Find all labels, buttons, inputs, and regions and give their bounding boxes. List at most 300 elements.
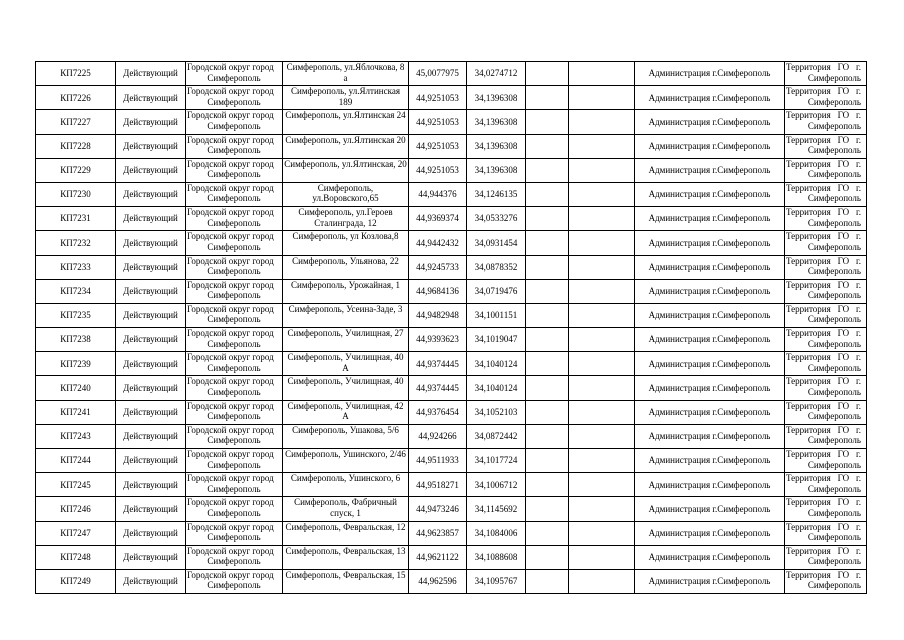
administration-cell: Администрация г.Симферополь <box>635 134 785 158</box>
area-cell <box>186 352 283 376</box>
area-cell <box>186 158 283 182</box>
territory-line-1: Территория ГО г. <box>786 62 861 72</box>
territory-line-2: Симферополь <box>807 507 861 518</box>
status-cell: Действующий <box>116 110 186 134</box>
territory-cell <box>785 255 867 279</box>
territory-line-1: Территория ГО г. <box>786 569 861 580</box>
object-id-cell: КП7241 <box>36 400 116 424</box>
territory-line-1: Территория ГО г. <box>786 449 861 459</box>
latitude-cell: 44,9374445 <box>409 352 467 376</box>
territory-line-1: Территория ГО г. <box>786 134 861 145</box>
table-row <box>36 352 867 376</box>
empty-cell <box>526 352 569 376</box>
area-line-1: Городской округ город <box>187 110 274 121</box>
area-line-1: Городской округ город <box>187 473 274 484</box>
area-line-1: Городской округ город <box>187 86 274 97</box>
status-cell: Действующий <box>116 376 186 400</box>
empty-cell <box>526 473 569 497</box>
latitude-cell: 44,9251053 <box>409 110 467 134</box>
area-cell <box>186 231 283 255</box>
area-line-2: Симферополь <box>207 580 261 591</box>
empty-cell <box>526 134 569 158</box>
address-cell: Симферополь, ул.Героев Сталинграда, 12 <box>283 207 409 231</box>
empty-cell <box>569 62 635 86</box>
territory-cell <box>785 182 867 206</box>
administration-cell: Администрация г.Симферополь <box>635 279 785 303</box>
territory-line-2: Симферополь <box>807 362 861 373</box>
area-line-2: Симферополь <box>207 314 261 325</box>
empty-cell <box>569 569 635 593</box>
longitude-cell: 34,1088608 <box>467 545 526 569</box>
empty-cell <box>569 352 635 376</box>
longitude-cell: 34,1396308 <box>467 158 526 182</box>
table-row <box>36 497 867 521</box>
longitude-cell: 34,1396308 <box>467 110 526 134</box>
area-cell <box>186 134 283 158</box>
address-cell: Симферополь, Училищная, 40 А <box>283 352 409 376</box>
table-row <box>36 62 867 86</box>
territory-cell <box>785 86 867 110</box>
administration-cell: Администрация г.Симферополь <box>635 207 785 231</box>
address-cell: Симферополь, Февральская, 12 <box>283 521 409 545</box>
territory-line-1: Территория ГО г. <box>786 473 861 484</box>
address-cell: Симферополь, Ушинского, 6 <box>283 473 409 497</box>
empty-cell <box>569 303 635 327</box>
status-cell: Действующий <box>116 62 186 86</box>
status-cell: Действующий <box>116 158 186 182</box>
territory-cell <box>785 62 867 86</box>
territory-line-2: Симферополь <box>807 532 861 543</box>
table-row <box>36 376 867 400</box>
latitude-cell: 44,9393623 <box>409 328 467 352</box>
territory-cell <box>785 545 867 569</box>
territory-line-1: Территория ГО г. <box>786 231 861 242</box>
status-cell: Действующий <box>116 182 186 206</box>
latitude-cell: 44,9511933 <box>409 449 467 473</box>
territory-cell <box>785 497 867 521</box>
territory-line-2: Симферополь <box>807 72 861 83</box>
latitude-cell: 44,9623857 <box>409 521 467 545</box>
status-cell: Действующий <box>116 207 186 231</box>
table-row <box>36 158 867 182</box>
area-cell <box>186 449 283 473</box>
area-cell <box>186 424 283 448</box>
empty-cell <box>569 376 635 400</box>
object-id-cell: КП7227 <box>36 110 116 134</box>
empty-cell <box>526 110 569 134</box>
administration-cell: Администрация г.Симферополь <box>635 182 785 206</box>
territory-line-2: Симферополь <box>807 411 861 422</box>
registry-table <box>35 61 867 594</box>
object-id-cell: КП7239 <box>36 352 116 376</box>
longitude-cell: 34,1001151 <box>467 303 526 327</box>
administration-cell: Администрация г.Симферополь <box>635 569 785 593</box>
area-line-2: Симферополь <box>207 411 261 422</box>
territory-line-1: Территория ГО г. <box>786 110 861 121</box>
table-row <box>36 279 867 303</box>
area-line-1: Городской округ город <box>187 521 274 532</box>
administration-cell: Администрация г.Симферополь <box>635 545 785 569</box>
longitude-cell: 34,0878352 <box>467 255 526 279</box>
territory-cell <box>785 328 867 352</box>
territory-line-2: Симферополь <box>807 290 861 301</box>
territory-line-2: Симферополь <box>807 580 861 591</box>
area-cell <box>186 110 283 134</box>
territory-cell <box>785 231 867 255</box>
territory-line-2: Симферополь <box>807 459 861 470</box>
territory-line-2: Симферополь <box>807 120 861 131</box>
territory-cell <box>785 134 867 158</box>
longitude-cell: 34,1052103 <box>467 400 526 424</box>
territory-cell <box>785 207 867 231</box>
territory-line-2: Симферополь <box>807 483 861 494</box>
latitude-cell: 44,9376454 <box>409 400 467 424</box>
longitude-cell: 34,0274712 <box>467 62 526 86</box>
empty-cell <box>526 521 569 545</box>
table-row <box>36 569 867 593</box>
latitude-cell: 44,9473246 <box>409 497 467 521</box>
territory-line-1: Территория ГО г. <box>786 328 861 339</box>
status-cell: Действующий <box>116 303 186 327</box>
address-cell: Симферополь, Ульянова, 22 <box>283 255 409 279</box>
table-row <box>36 473 867 497</box>
territory-line-1: Территория ГО г. <box>786 521 861 532</box>
empty-cell <box>526 303 569 327</box>
territory-line-1: Территория ГО г. <box>786 182 861 193</box>
territory-cell <box>785 279 867 303</box>
empty-cell <box>526 231 569 255</box>
area-line-2: Симферополь <box>207 241 261 252</box>
territory-line-2: Симферополь <box>807 556 861 567</box>
table-body <box>36 62 867 594</box>
area-line-2: Симферополь <box>207 459 261 470</box>
empty-cell <box>526 376 569 400</box>
territory-cell <box>785 303 867 327</box>
area-line-2: Симферополь <box>207 556 261 567</box>
territory-line-2: Симферополь <box>807 217 861 228</box>
empty-cell <box>569 545 635 569</box>
latitude-cell: 44,9251053 <box>409 86 467 110</box>
territory-line-1: Территория ГО г. <box>786 497 861 508</box>
status-cell: Действующий <box>116 473 186 497</box>
territory-cell <box>785 473 867 497</box>
object-id-cell: КП7228 <box>36 134 116 158</box>
area-line-1: Городской округ город <box>187 352 274 363</box>
address-cell: Симферополь, ул.Ялтинская 189 <box>283 86 409 110</box>
longitude-cell: 34,1019047 <box>467 328 526 352</box>
territory-line-2: Симферополь <box>807 386 861 397</box>
object-id-cell: КП7230 <box>36 182 116 206</box>
latitude-cell: 44,9374445 <box>409 376 467 400</box>
area-line-1: Городской округ город <box>187 62 274 72</box>
status-cell: Действующий <box>116 255 186 279</box>
territory-line-2: Симферополь <box>807 314 861 325</box>
area-cell <box>186 545 283 569</box>
area-line-2: Симферополь <box>207 362 261 373</box>
empty-cell <box>569 255 635 279</box>
area-line-1: Городской округ город <box>187 231 274 242</box>
latitude-cell: 44,9369374 <box>409 207 467 231</box>
territory-line-2: Симферополь <box>807 241 861 252</box>
territory-line-1: Территория ГО г. <box>786 303 861 314</box>
status-cell: Действующий <box>116 497 186 521</box>
longitude-cell: 34,1145692 <box>467 497 526 521</box>
longitude-cell: 34,0872442 <box>467 424 526 448</box>
status-cell: Действующий <box>116 279 186 303</box>
object-id-cell: КП7234 <box>36 279 116 303</box>
administration-cell: Администрация г.Симферополь <box>635 255 785 279</box>
object-id-cell: КП7225 <box>36 62 116 86</box>
empty-cell <box>526 86 569 110</box>
status-cell: Действующий <box>116 400 186 424</box>
area-cell <box>186 473 283 497</box>
empty-cell <box>526 279 569 303</box>
status-cell: Действующий <box>116 521 186 545</box>
administration-cell: Администрация г.Симферополь <box>635 62 785 86</box>
empty-cell <box>526 62 569 86</box>
object-id-cell: КП7248 <box>36 545 116 569</box>
area-line-1: Городской округ город <box>187 400 274 411</box>
latitude-cell: 44,9251053 <box>409 134 467 158</box>
empty-cell <box>569 400 635 424</box>
address-cell: Симферополь, Февральская, 15 <box>283 569 409 593</box>
territory-line-2: Симферополь <box>807 96 861 107</box>
territory-line-1: Территория ГО г. <box>786 279 861 290</box>
administration-cell: Администрация г.Симферополь <box>635 521 785 545</box>
address-cell: Симферополь, ул Козлова,8 <box>283 231 409 255</box>
longitude-cell: 34,1095767 <box>467 569 526 593</box>
table-row <box>36 424 867 448</box>
area-line-1: Городской округ город <box>187 158 274 169</box>
address-cell: Симферополь, Февральская, 13 <box>283 545 409 569</box>
address-cell: Симферополь, Ушинского, 2/46 <box>283 449 409 473</box>
object-id-cell: КП7244 <box>36 449 116 473</box>
area-cell <box>186 62 283 86</box>
area-line-2: Симферополь <box>207 96 261 107</box>
latitude-cell: 44,962596 <box>409 569 467 593</box>
administration-cell: Администрация г.Симферополь <box>635 352 785 376</box>
object-id-cell: КП7232 <box>36 231 116 255</box>
empty-cell <box>526 255 569 279</box>
longitude-cell: 34,0931454 <box>467 231 526 255</box>
area-line-1: Городской округ город <box>187 182 274 193</box>
address-cell: Симферополь, ул.Ялтинская 20 <box>283 134 409 158</box>
address-cell: Симферополь, Училищная, 27 <box>283 328 409 352</box>
area-line-1: Городской округ город <box>187 569 274 580</box>
empty-cell <box>569 521 635 545</box>
territory-line-1: Территория ГО г. <box>786 424 861 435</box>
empty-cell <box>526 545 569 569</box>
empty-cell <box>569 473 635 497</box>
table-row <box>36 449 867 473</box>
area-cell <box>186 279 283 303</box>
area-cell <box>186 86 283 110</box>
empty-cell <box>569 86 635 110</box>
empty-cell <box>526 497 569 521</box>
empty-cell <box>569 497 635 521</box>
area-line-2: Симферополь <box>207 532 261 543</box>
empty-cell <box>526 400 569 424</box>
administration-cell: Администрация г.Симферополь <box>635 376 785 400</box>
territory-line-2: Симферополь <box>807 145 861 156</box>
latitude-cell: 44,944376 <box>409 182 467 206</box>
area-cell <box>186 255 283 279</box>
status-cell: Действующий <box>116 328 186 352</box>
table-row <box>36 521 867 545</box>
area-cell <box>186 521 283 545</box>
latitude-cell: 44,9684136 <box>409 279 467 303</box>
status-cell: Действующий <box>116 134 186 158</box>
latitude-cell: 44,9245733 <box>409 255 467 279</box>
area-cell <box>186 497 283 521</box>
area-line-1: Городской округ город <box>187 279 274 290</box>
area-cell <box>186 328 283 352</box>
area-line-1: Городской округ город <box>187 424 274 435</box>
table-row <box>36 110 867 134</box>
empty-cell <box>526 328 569 352</box>
area-cell <box>186 303 283 327</box>
administration-cell: Администрация г.Симферополь <box>635 303 785 327</box>
latitude-cell: 44,9482948 <box>409 303 467 327</box>
area-line-1: Городской округ город <box>187 449 274 459</box>
area-cell <box>186 376 283 400</box>
object-id-cell: КП7247 <box>36 521 116 545</box>
territory-line-1: Территория ГО г. <box>786 207 861 218</box>
object-id-cell: КП7243 <box>36 424 116 448</box>
address-cell: Симферополь, Фабричный спуск, 1 <box>283 497 409 521</box>
empty-cell <box>526 182 569 206</box>
area-line-2: Симферополь <box>207 193 261 204</box>
empty-cell <box>526 569 569 593</box>
territory-line-1: Территория ГО г. <box>786 255 861 266</box>
status-cell: Действующий <box>116 449 186 473</box>
latitude-cell: 44,9442432 <box>409 231 467 255</box>
object-id-cell: КП7249 <box>36 569 116 593</box>
table-row <box>36 400 867 424</box>
empty-cell <box>569 158 635 182</box>
administration-cell: Администрация г.Симферополь <box>635 449 785 473</box>
object-id-cell: КП7245 <box>36 473 116 497</box>
area-line-2: Симферополь <box>207 507 261 518</box>
empty-cell <box>526 424 569 448</box>
table-row <box>36 86 867 110</box>
territory-line-1: Территория ГО г. <box>786 400 861 411</box>
object-id-cell: КП7240 <box>36 376 116 400</box>
area-line-2: Симферополь <box>207 435 261 446</box>
territory-line-1: Территория ГО г. <box>786 352 861 363</box>
area-line-2: Симферополь <box>207 386 261 397</box>
territory-line-2: Симферополь <box>807 338 861 349</box>
object-id-cell: КП7229 <box>36 158 116 182</box>
territory-line-2: Симферополь <box>807 435 861 446</box>
area-line-2: Симферополь <box>207 338 261 349</box>
area-line-1: Городской округ город <box>187 134 274 145</box>
territory-cell <box>785 400 867 424</box>
territory-cell <box>785 376 867 400</box>
object-id-cell: КП7235 <box>36 303 116 327</box>
empty-cell <box>569 110 635 134</box>
area-line-2: Симферополь <box>207 145 261 156</box>
latitude-cell: 45,0077975 <box>409 62 467 86</box>
empty-cell <box>569 134 635 158</box>
address-cell: Симферополь, Училищная, 40 <box>283 376 409 400</box>
territory-cell <box>785 110 867 134</box>
area-line-2: Симферополь <box>207 266 261 276</box>
longitude-cell: 34,1084006 <box>467 521 526 545</box>
empty-cell <box>569 449 635 473</box>
object-id-cell: КП7238 <box>36 328 116 352</box>
territory-line-2: Симферополь <box>807 169 861 180</box>
address-cell: Симферополь, ул.Ялтинская, 20 <box>283 158 409 182</box>
area-cell <box>186 207 283 231</box>
area-cell <box>186 182 283 206</box>
area-line-2: Симферополь <box>207 290 261 301</box>
administration-cell: Администрация г.Симферополь <box>635 231 785 255</box>
status-cell: Действующий <box>116 424 186 448</box>
empty-cell <box>569 424 635 448</box>
area-line-1: Городской округ город <box>187 376 274 387</box>
longitude-cell: 34,1040124 <box>467 352 526 376</box>
area-line-1: Городской округ город <box>187 328 274 339</box>
administration-cell: Администрация г.Симферополь <box>635 497 785 521</box>
administration-cell: Администрация г.Симферополь <box>635 86 785 110</box>
empty-cell <box>526 207 569 231</box>
latitude-cell: 44,9518271 <box>409 473 467 497</box>
status-cell: Действующий <box>116 231 186 255</box>
longitude-cell: 34,1396308 <box>467 134 526 158</box>
area-line-1: Городской округ город <box>187 497 274 508</box>
status-cell: Действующий <box>116 545 186 569</box>
empty-cell <box>526 449 569 473</box>
status-cell: Действующий <box>116 569 186 593</box>
latitude-cell: 44,924266 <box>409 424 467 448</box>
territory-cell <box>785 449 867 473</box>
empty-cell <box>569 231 635 255</box>
longitude-cell: 34,1040124 <box>467 376 526 400</box>
administration-cell: Администрация г.Симферополь <box>635 424 785 448</box>
administration-cell: Администрация г.Симферополь <box>635 328 785 352</box>
territory-line-1: Территория ГО г. <box>786 158 861 169</box>
table-row <box>36 134 867 158</box>
administration-cell: Администрация г.Симферополь <box>635 473 785 497</box>
territory-cell <box>785 158 867 182</box>
longitude-cell: 34,1396308 <box>467 86 526 110</box>
administration-cell: Администрация г.Симферополь <box>635 110 785 134</box>
empty-cell <box>569 328 635 352</box>
territory-line-1: Территория ГО г. <box>786 86 861 97</box>
table-row <box>36 303 867 327</box>
status-cell: Действующий <box>116 86 186 110</box>
longitude-cell: 34,1006712 <box>467 473 526 497</box>
area-line-2: Симферополь <box>207 169 261 180</box>
longitude-cell: 34,0533276 <box>467 207 526 231</box>
administration-cell: Администрация г.Симферополь <box>635 158 785 182</box>
longitude-cell: 34,0719476 <box>467 279 526 303</box>
area-cell <box>186 569 283 593</box>
area-line-1: Городской округ город <box>187 545 274 556</box>
table-row <box>36 182 867 206</box>
territory-line-2: Симферополь <box>807 193 861 204</box>
territory-cell <box>785 352 867 376</box>
table-row <box>36 328 867 352</box>
table-row <box>36 207 867 231</box>
table-row <box>36 545 867 569</box>
area-line-2: Симферополь <box>207 217 261 228</box>
longitude-cell: 34,1246135 <box>467 182 526 206</box>
object-id-cell: КП7246 <box>36 497 116 521</box>
address-cell: Симферополь, Ушакова, 5/6 <box>283 424 409 448</box>
status-cell: Действующий <box>116 352 186 376</box>
